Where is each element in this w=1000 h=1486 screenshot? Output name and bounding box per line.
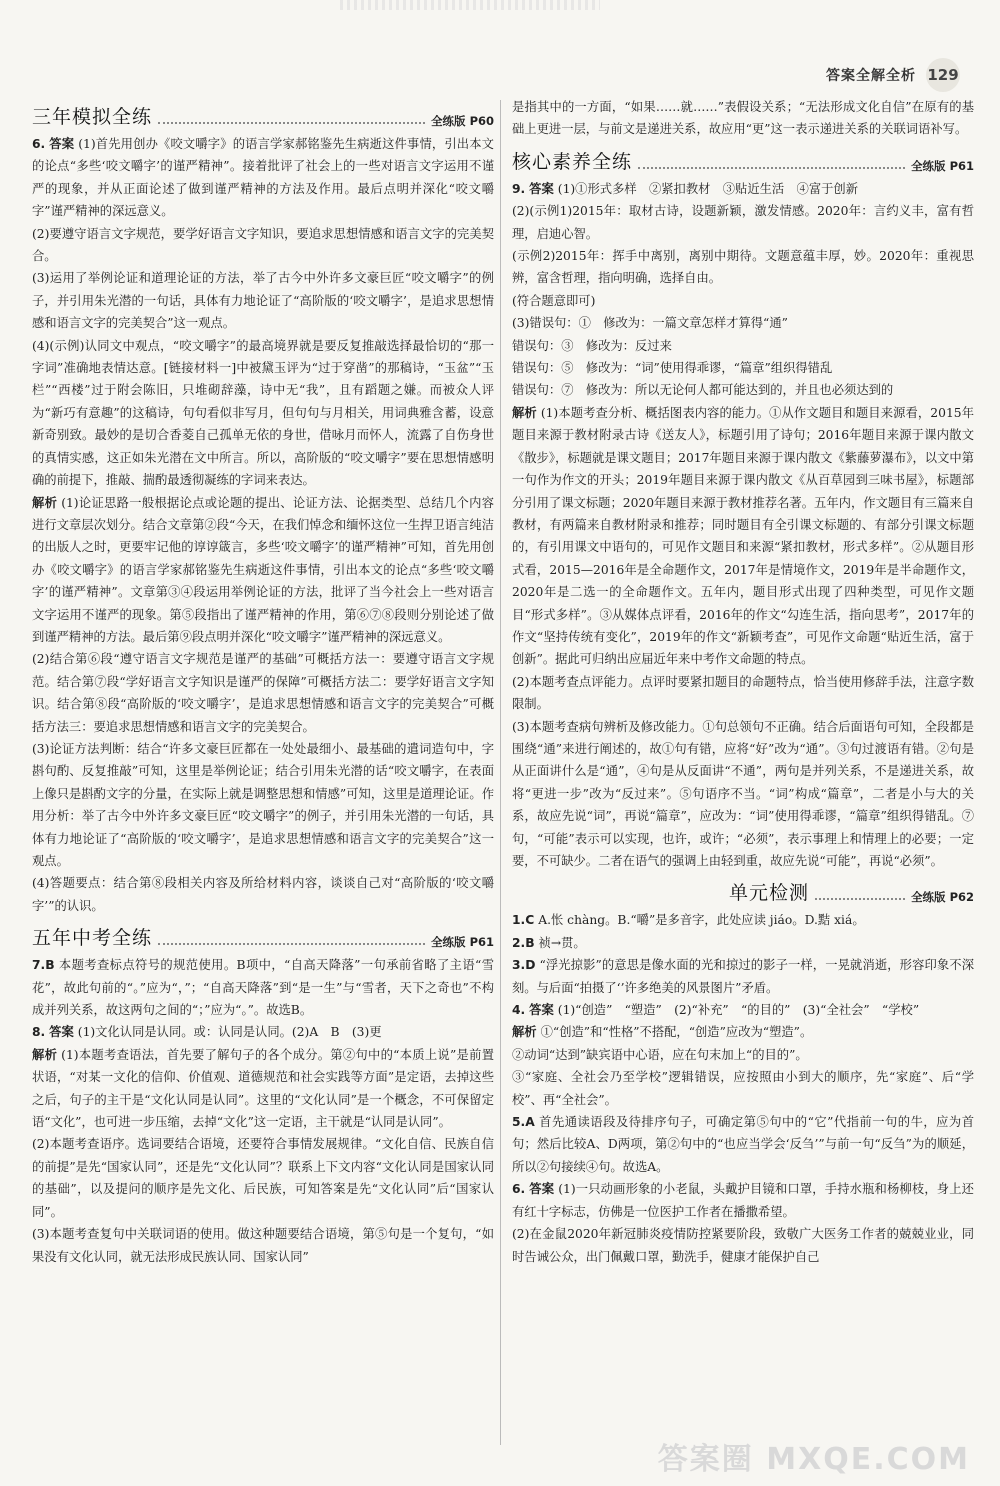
- answer-text: 本题考查标点符号的规范使用。B项中，“自高天降落”一句承前省略了主语“雪花”，故此句前的“。”应为“，”；“自高天降落”到“是一生”与“雪者，天下之奇也”不构成并列关系，故这两句之间的“；”应为“。”。故选B。: [32, 958, 494, 1018]
- section-dotted-leader: [158, 943, 425, 945]
- answer-text: (3)论证方法判断：结合“许多文豪巨匠都在一处处最细小、最基础的遣词造句中，字斟句酌、反复推敲”可知，这里是举例论证；结合引用朱光潜的话“咬文嚼字，在表面上像只是斟酌文字的分量，在实际上就是调整思想和情感”可知，这里是道理论证。作用分析：举了古今中外许多文豪巨匠“咬文嚼字”的例子，并引用朱光潜的一句话，具体有力地论证了“高阶版的‘咬文嚼字’，是追求思想情感和语言文字的完美契合”这一观点。: [32, 741, 494, 868]
- section-dotted-leader: [815, 898, 905, 900]
- answer-text: (1)本题考查语法，首先要了解句子的各个成分。第②句中的“本质上说”是前置状语，“对某一文化的信仰、价值观、道德规范和社会实践等方面”是定语，去掉这些之后，句子的主干是“文化认同是认同”。这里的“文化认同”是一个概念，不可保留定语“文化”，也可进一步压缩，去掉“文化”这一定语，主干就是“认同是认同”。: [32, 1047, 494, 1130]
- answer-paragraph: [512, 379, 974, 401]
- answer-paragraph: [512, 245, 974, 290]
- section-dotted-leader: [158, 122, 425, 124]
- section-title: 五年中考全练: [32, 927, 153, 950]
- answer-label: 答案: [529, 1182, 555, 1197]
- answer-paragraph: [32, 335, 494, 492]
- left-column: [32, 96, 494, 1268]
- question-number: 2.B: [512, 935, 535, 950]
- section-title: 单元检测: [729, 882, 810, 905]
- answer-label: 解析: [512, 405, 537, 420]
- answer-text: (2)要遵守语言文字规范，要学好语言文字知识，要追求思想情感和语言文字的完美契合。: [32, 226, 494, 264]
- answer-paragraph: [512, 999, 974, 1021]
- question-number: 4.: [512, 1003, 526, 1018]
- answer-paragraph: [512, 402, 974, 671]
- answer-text: (1)“创造” “塑造” (2)“补充” “的目的” (3)“全社会” “学校”: [557, 1003, 920, 1018]
- answer-paragraph: [512, 335, 974, 357]
- answer-paragraph: [512, 1021, 974, 1043]
- question-number: 5.A: [512, 1115, 535, 1130]
- answer-paragraph: [512, 1111, 974, 1178]
- answer-paragraph: [32, 738, 494, 872]
- answer-text: ③“家庭、全社会乃至学校”逻辑错误，应按照由小到大的顺序，先“家庭”、后“学校”、再“全社会”。: [512, 1070, 974, 1107]
- answer-label: 答案: [529, 181, 554, 196]
- question-number: 6.: [32, 137, 46, 151]
- answer-text: (2)本题考查语序。选词要结合语境，还要符合事情发展规律。“文化自信、民族自信的前提”是先“国家认同”，还是先“文化认同”？联系上下文内容“文化认同是国家认同的基础”，以及提问的顺序是先文化、后民族，可知答案是先“文化认同”后“国家认同”。: [32, 1137, 494, 1219]
- answer-text: (1)本题考查分析、概括图表内容的能力。①从作文题目和题目来源看，2015年题目来源于教材附录古诗《送友人》，标题引用了诗句；2016年题目来源于课内散文《散步》，标题就是课文题目；2017年题目来源于课内散文《紫藤萝瀑布》，以文中第一句作为作文的开头；2019年题目来源于课内散文《从百草园到三味书屋》，标题部分引用了课文标题；2020年题目来源于教材推荐名著。五年内，作文题目有三篇来自教材，有两篇来自教材附录和推荐；同时题目有全引课文标题的、有部分引课文标题的，有引用课文中语句的，可见作文题目和来源“紧扣教材，形式多样”。②从题目形式看，2015—2016年是全命题作文，2017年是情境作文，2019年是半命题作文，2020年是二选一的全命题作文。五年内，题目形式出现了四种类型，可见作文题目“形式多样”。③从媒体点评看，2016年的作文“勾连生活，指向思考”，2017年的作文“坚持传统有变化”，2019年的作文“新颖考查”，可见作文命题“贴近生活，富于创新”。据此可归纳出应届近年来中考作文命题的特点。: [512, 405, 974, 667]
- answer-paragraph: [32, 133, 494, 223]
- answer-text: (4)答题要点：结合第⑧段相关内容及所给材料内容，谈谈自己对“高阶版的‘咬文嚼字’”的认识。: [32, 876, 494, 913]
- answer-paragraph: [32, 1223, 494, 1268]
- answer-text: (1)首先用创办《咬文嚼字》的语言学家郝铭鉴先生病逝这件事情，引出本文的论点“多些‘咬文嚼字’的谨严精神”。接着批评了社会上的一些对语言文字运用不谨严的现象，并从正面论述了做到谨严精神的方法及作用。最后点明并深化“咬文嚼字”谨严精神的深远意义。: [32, 137, 494, 219]
- section-page-ref: 全练版 P60: [431, 114, 494, 128]
- section-page-ref: 全练版 P62: [911, 890, 974, 905]
- answer-text: (3)运用了举例论证和道理论证的方法，举了古今中外许多文豪巨匠“咬文嚼字”的例子，并引用朱光潜的一句话，具体有力地论证了“高阶版的‘咬文嚼字’，是追求思想情感和语言文字的完美契合”这一观点。: [32, 271, 494, 331]
- answer-label: 解析: [32, 1047, 58, 1062]
- answer-text: (2)在金鼠2020年新冠肺炎疫情防控紧要阶段，致敬广大医务工作者的兢兢业业，同时告诫公众，出门佩戴口罩，勤洗手，健康才能保护自己: [512, 1227, 974, 1264]
- question-number: 3.D: [512, 958, 536, 973]
- answer-text: (1)一只动画形象的小老鼠，头戴护目镜和口罩，手持水瓶和杨柳枝，身上还有红十字标志，仿佛是一位医护工作者在播撒希望。: [512, 1182, 974, 1219]
- section-header: [512, 878, 974, 905]
- answer-paragraph: [32, 648, 494, 738]
- answer-text: 是指其中的一方面，“如果……就……”表假设关系；“无法形成文化自信”在原有的基础上更进一层，与前文是递进关系，故应用“更”这一表示递进关系的关联词语补写。: [512, 100, 974, 137]
- answer-paragraph: [512, 671, 974, 716]
- answer-text: (3)本题考查病句辨析及修改能力。①句总领句不正确。结合后面语句可知，全段都是围绕“通”来进行阐述的，故①句有错，应将“好”改为“通”。③句过渡语有错。②句是从正面讲什么是“通”，④句是从反面讲“不通”，两句是并列关系，不是递进关系，故将“更进一步”改为“反过来”。⑤句语序不当。“词”构成“篇章”，二者是小与大的关系，故应先说“词”，再说“篇章”，应改为：“词”使用得乖谬，“篇章”组织得错乱。⑦句，“可能”表示可以实现，也许，或许；“必须”，表示事理上和情理上的必要；一定要，不可缺少。二者在语气的强调上由轻到重，故应先说“可能”，再说“必须”。: [512, 719, 974, 868]
- answer-text: (1)①形式多样 ②紧扣教材 ③贴近生活 ④富于创新: [557, 181, 859, 196]
- answer-paragraph: [512, 290, 974, 312]
- answer-text: (3)本题考查复句中关联词语的使用。做这种题要结合语境，第⑤句是一个复句，“如果没有文化认同，就无法形成民族认同、国家认同”: [32, 1227, 494, 1264]
- answer-text: ①“创造”和“性格”不搭配，“创造”应改为“塑造”。: [540, 1025, 813, 1040]
- answer-paragraph: [32, 1021, 494, 1043]
- answer-text: 错误句：⑤ 修改为：“词”使用得乖谬，“篇章”组织得错乱: [512, 361, 833, 376]
- answer-paragraph: [512, 1044, 974, 1066]
- answer-text: ②动词“达到”缺宾语中心语，应在句末加上“的目的”。: [512, 1047, 808, 1062]
- right-column: [512, 96, 974, 1268]
- answer-paragraph: [32, 1133, 494, 1223]
- answer-text: (2)结合第⑥段“遵守语言文字规范是谨严的基础”可概括方法一：要遵守语言文字规范。结合第⑦段“学好语言文字知识是谨严的保障”可概括方法二：要学好语言文字知识。结合第⑧段“高阶版的‘咬文嚼字’，是追求思想情感和语言文字的完美契合”可概括方法三：要追求思想情感和语言文字的完美契合。: [32, 652, 494, 734]
- answer-text: (3)错误句：① 修改为：一篇文章怎样才算得“通”: [512, 316, 788, 331]
- answer-text: 祯→贯。: [538, 935, 586, 950]
- question-number: 9.: [512, 181, 526, 196]
- answer-text: (示例2)2015年：挥手中离别，离别中期待。文题意蕴丰厚，妙。2020年：重视思辨，富含哲理，指向明确，选择自由。: [512, 249, 974, 286]
- answer-text: (2)(示例1)2015年：取材古诗，设题新颖，激发情感。2020年：言约义丰，富有哲理，启迪心智。: [512, 204, 974, 241]
- answer-paragraph: [512, 1178, 974, 1223]
- answer-text: “浮光掠影”的意思是像水面的光和掠过的影子一样，一晃就消逝，形容印象不深刻。与后面“拍摄了‘’许多绝美的风景图片”矛盾。: [512, 958, 974, 995]
- question-number: 6.: [512, 1182, 526, 1197]
- header-title: 答案全解全析: [826, 68, 916, 84]
- answer-label: 解析: [512, 1025, 537, 1040]
- answer-paragraph: [512, 932, 974, 954]
- watermark-logo: 答案圈 MXQE.COM: [657, 1442, 970, 1477]
- answer-label: 解析: [32, 495, 58, 510]
- answer-label: 答案: [49, 137, 75, 151]
- answer-paragraph: [512, 357, 974, 379]
- answer-text: 错误句：③ 修改为：反过来: [512, 338, 672, 353]
- section-header: [32, 923, 494, 950]
- answer-label: 答案: [49, 1025, 74, 1040]
- answer-text: 错误句：⑦ 修改为：所以无论何人都可能达到的，并且也必须达到的: [512, 383, 894, 398]
- column-divider: [500, 100, 501, 1445]
- answer-paragraph: [512, 178, 974, 200]
- answer-paragraph: [512, 1066, 974, 1111]
- answer-paragraph: [512, 1223, 974, 1268]
- answer-paragraph: [32, 223, 494, 268]
- answer-paragraph: [512, 200, 974, 245]
- answer-text: (1)文化认同是认同。或：认同是认同。(2)A B (3)更: [77, 1025, 382, 1040]
- section-page-ref: 全练版 P61: [911, 158, 974, 173]
- answer-paragraph: [512, 312, 974, 334]
- section-dotted-leader: [638, 167, 905, 169]
- answer-label: 答案: [529, 1003, 554, 1018]
- answer-paragraph: [32, 267, 494, 334]
- section-title: 核心素养全练: [512, 150, 633, 173]
- top-decoration: [340, 0, 600, 10]
- answer-text: A.怅 chàng。B.“嚼”是多音字，此处应读 jiáo。D.黠 xiá。: [538, 913, 865, 928]
- section-header: [512, 147, 974, 174]
- answer-text: (4)(示例)认同文中观点，“咬文嚼字”的最高境界就是要反复推敲选择最恰切的“那一字词”准确地表情达意。[链接材料一]中被黛玉评为“过于穿凿”的那稿诗，“玉盆”“玉栏”“西楼”过于附会陈旧，只堆砌辞藻，诗中无“我”，且有蹈题之嫌。而被众人评为“新巧有意趣”的这稿诗，句句看似非写月，但句句与月相关，用词典雅含蓄，设意新奇别致。最妙的是切合香菱自己孤单无依的身世，借咏月而怀人，流露了自伤身世的真情实感，这正如朱光潜在文中所言。所以，高阶版的“咬文嚼字”要在思想情感明确的前提下，推敲、揣酌最透彻凝练的字词来表达。: [32, 338, 494, 488]
- answer-paragraph: [32, 872, 494, 917]
- question-number: 1.C: [512, 913, 535, 928]
- question-number: 8.: [32, 1025, 46, 1040]
- answer-paragraph: [32, 492, 494, 649]
- answer-paragraph: [512, 909, 974, 931]
- answer-paragraph: [32, 954, 494, 1021]
- answer-text: (2)本题考查点评能力。点评时要紧扣题目的命题特点，恰当使用修辞手法，注意字数限制。: [512, 674, 974, 712]
- page-number-badge: 129: [926, 58, 960, 92]
- section-header: [32, 102, 494, 129]
- section-title: 三年模拟全练: [32, 106, 153, 128]
- answer-text: (1)论证思路一般根据论点或论题的提出、论证方法、论据类型、总结几个内容进行文章层次划分。结合文章第②段“今天，在我们悼念和缅怀这位一生捍卫语言纯洁的出版人之时，更要牢记他的谆谆箴言，多些‘咬文嚼字’的谨严精神”可知，首先用创办《咬文嚼字》的语言学家郝铭鉴先生病逝这件事情，引出本文的论点“多些‘咬文嚼字’的谨严精神”。文章第③④段运用举例论证的方法，批评了当今社会上一些对语言文字运用不谨严的现象。第⑤段指出了谨严精神的作用，第⑥⑦⑧段则分别论述了做到谨严精神的方法。最后第⑨段点明并深化“咬文嚼字”谨严精神的深远意义。: [32, 495, 494, 644]
- answer-paragraph: [512, 716, 974, 873]
- section-page-ref: 全练版 P61: [431, 935, 494, 950]
- answer-paragraph: [512, 954, 974, 999]
- page-header: [826, 58, 960, 92]
- answer-text: 首先通读语段及待排序句子，可确定第⑤句中的“它”代指前一句的牛，应为首句；然后比较A、D两项，第②句中的“也应当学会‘反刍’”与前一句“反刍”为的顺延，所以②句接续④句。故选A。: [512, 1115, 974, 1174]
- answer-text: (符合题意即可): [512, 293, 596, 308]
- answer-paragraph: [512, 96, 974, 141]
- answer-paragraph: [32, 1044, 494, 1134]
- question-number: 7.B: [32, 958, 55, 973]
